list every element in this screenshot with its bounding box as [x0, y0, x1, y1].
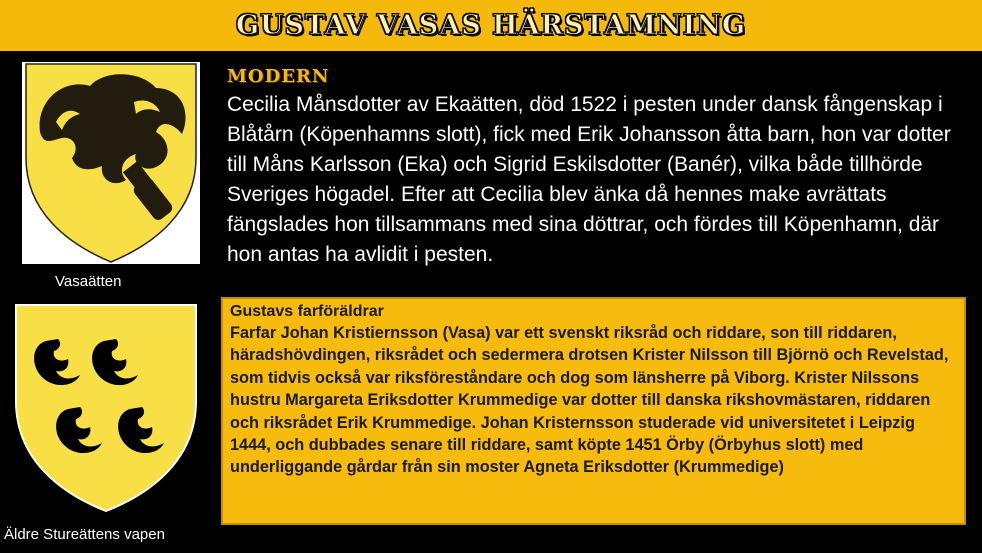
- vasa-coat-of-arms: [22, 62, 200, 264]
- page-title: GUSTAV VASAS HÄRSTAMNING: [235, 10, 747, 41]
- grandparents-text: Farfar Johan Kristiernsson (Vasa) var ett svenskt riksråd och riddare, son till riddaren, häradshövdingen, riksrådet och sedermera drotsen Krister Nilsson till Björnö och Revelstad, som tidvis också var riksföreståndare och dog som länsherre på Viborg. Krister Nilssons hustru Margareta Eriksdotter Krummedige var dotter till danska rikshovmästaren, riddaren och riksrådet Erik Krummedige. Johan Kristernsson studerade vid universitetet i Leipzig 1444, och dubbades senare till riddare, samt köpte 1451 Örby (Örbyhus slott) med underliggande gårdar från sin moster Agneta Eriksdotter (Krummedige): [230, 324, 949, 477]
- vasa-sheaf-icon: [22, 62, 200, 264]
- grandparents-box: [221, 297, 966, 525]
- sture-waterlilies-icon: [12, 301, 200, 513]
- mother-text: Cecilia Månsdotter av Ekaätten, död 1522 i pesten under dansk fångenskap i Blåtårn (Köpenhamns slott), fick med Erik Johansson åtta barn, hon var dotter till Måns Karlsson (Eka) och Sigrid Eskilsdotter (Banér), vilka både tillhörde Sveriges högadel. Efter att Cecilia blev änka då hennes make avrättats fängslades hon tillsammans med sina döttrar, och fördes till Köpenhamn, där hon antas ha avlidit i pesten.: [227, 93, 951, 266]
- vasa-caption: Vasaätten: [55, 273, 122, 290]
- sture-caption: Äldre Stureättens vapen: [4, 526, 165, 543]
- title-banner: [0, 0, 982, 51]
- mother-heading: MODERN: [227, 66, 330, 87]
- mother-section: [227, 66, 967, 270]
- grandparents-heading: Gustavs farföräldrar: [230, 303, 384, 320]
- sture-coat-of-arms: [12, 301, 200, 513]
